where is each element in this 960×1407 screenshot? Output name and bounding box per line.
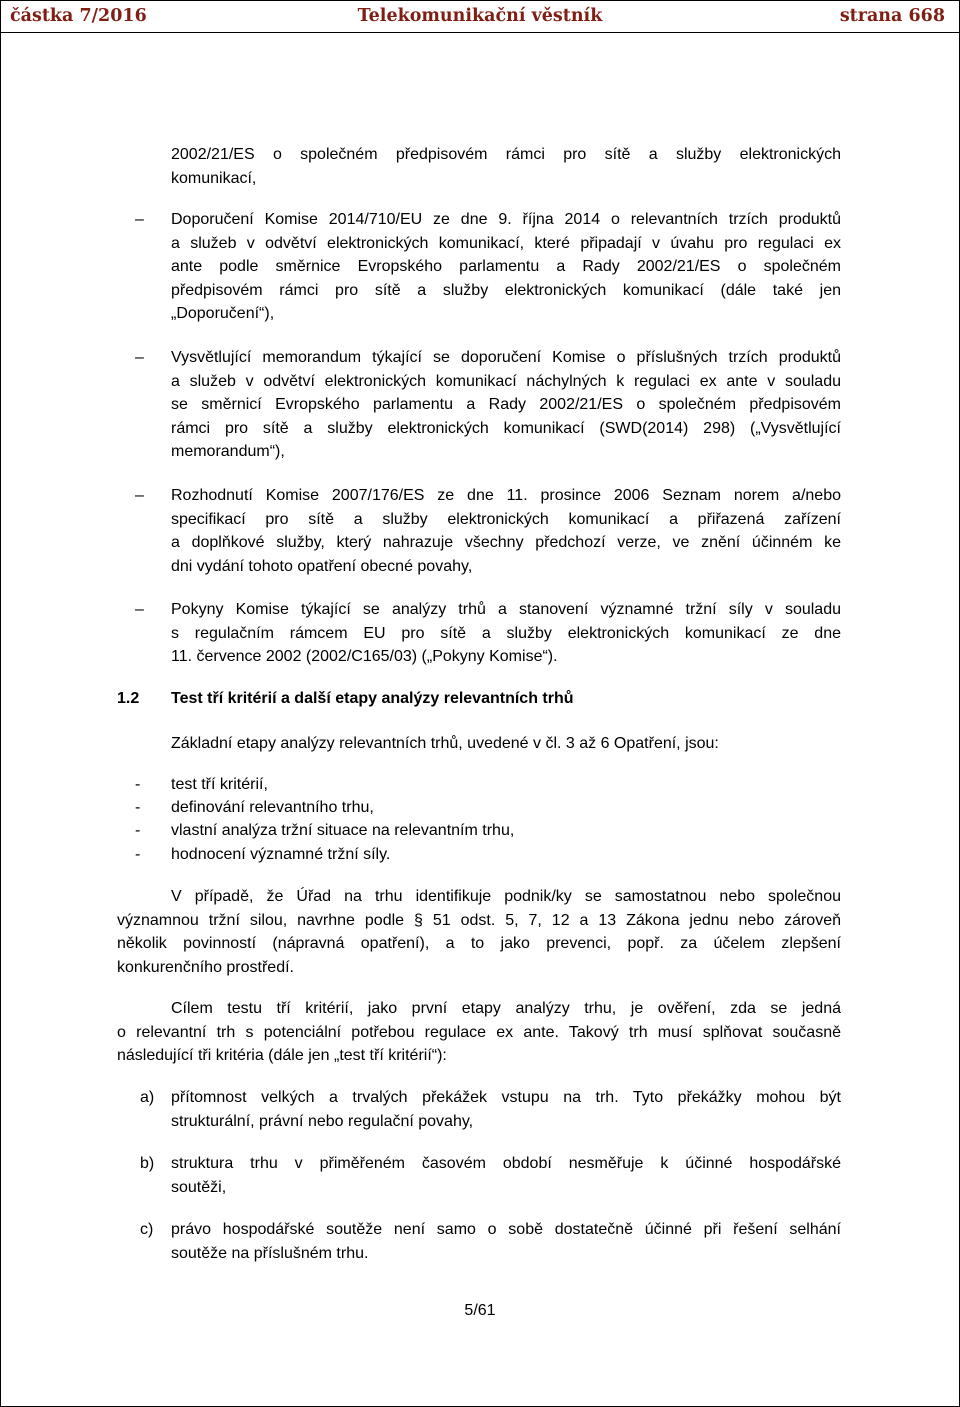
paragraph-remedies xyxy=(117,885,841,979)
list-item-decision xyxy=(171,484,841,578)
text-line: Rozhodnutí Komise 2007/176/ES ze dne 11. prosince 2006 Seznam norem a/nebo xyxy=(171,487,841,504)
step-item: definování relevantního trhu, xyxy=(171,799,374,816)
text-line: s regulačním rámcem EU pro sítě a služby elektronických komunikací ze dne xyxy=(171,624,841,642)
text-line: následující tři kritéria (dále jen „test tří kritérií“): xyxy=(117,1047,447,1064)
text-line: Pokyny Komise týkající se analýzy trhů a stanovení významné tržní síly v souladu xyxy=(171,601,841,618)
criterion-b xyxy=(171,1152,841,1199)
text-line: memorandum“), xyxy=(171,443,285,460)
text-line: významnou tržní silou, navrhne podle § 51 odst. 5, 7, 12 a 13 Zákona jednu nebo zároveň xyxy=(117,911,841,929)
text-line: 11. července 2002 (2002/C165/03) („Pokyny Komise“). xyxy=(171,648,558,665)
text-line: soutěže na příslušném trhu. xyxy=(171,1244,369,1262)
text-line: a služeb v odvětví elektronických komunikací, které připadají v úvahu pro regulaci ex xyxy=(171,234,841,252)
section-number: 1.2 xyxy=(117,690,140,707)
criterion-label: a) xyxy=(140,1089,155,1106)
page-number: 5/61 xyxy=(464,1302,496,1319)
text-line: rámci pro sítě a služby elektronických komunikací (SWD(2014) 298) („Vysvětlující xyxy=(171,419,841,437)
step-item: hodnocení významné tržní síly. xyxy=(171,846,391,863)
list-item-recommendation xyxy=(171,208,841,326)
list-dash: – xyxy=(135,487,144,504)
text-line: specifikací pro sítě a služby elektronických komunikací a přiřazená zařízení xyxy=(171,510,841,528)
text-line: a služeb v odvětví elektronických komunikací náchylných k regulaci ex ante v souladu xyxy=(171,372,841,390)
text-line: 2002/21/ES o společném předpisovém rámci pro sítě a služby elektronických xyxy=(171,146,841,163)
text-line: několik povinností (nápravná opatření), a to jako prevenci, popř. za účelem zlepšení xyxy=(117,935,841,952)
criterion-c xyxy=(171,1218,841,1265)
text-line: soutěži, xyxy=(171,1178,227,1196)
criterion-label: c) xyxy=(140,1221,154,1238)
intro-text: Základní etapy analýzy relevantních trhů, uvedené v čl. 3 až 6 Opatření, jsou: xyxy=(171,735,719,752)
text-line: přítomnost velkých a trvalých překážek vstupu na trh. Tyto překážky mohou být xyxy=(171,1089,841,1106)
text-line: ante podle směrnice Evropského parlamentu a Rady 2002/21/ES o společném xyxy=(171,258,841,275)
list-dash: – xyxy=(135,211,144,228)
text-line: o relevantní trh s potenciální potřebou regulace ex ante. Takový trh musí splňovat současně xyxy=(117,1023,841,1041)
text-line: předpisovém rámci pro sítě a služby elektronických komunikací (dále také jen xyxy=(171,281,841,299)
page-header xyxy=(1,1,959,33)
paragraph-three-criteria xyxy=(117,997,841,1068)
text-line: Vysvětlující memorandum týkající se doporučení Komise o příslušných trzích produktů xyxy=(171,349,841,366)
text-line: se směrnicí Evropského parlamentu a Rady 2002/21/ES o společném předpisovém xyxy=(171,396,841,413)
text-line: a doplňkové služby, který nahrazuje všechny předchozí verze, ve znění účinném ke xyxy=(171,534,841,551)
page-label: strana 668 xyxy=(839,6,945,26)
text-line: Doporučení Komise 2014/710/EU ze dne 9. října 2014 o relevantních trzích produktů xyxy=(171,211,841,228)
text-line: právo hospodářské soutěže není samo o sobě dostatečně účinné při řešení selhání xyxy=(171,1221,841,1238)
step-item: vlastní analýza tržní situace na relevantním trhu, xyxy=(171,822,515,839)
step-marker: - xyxy=(135,846,141,863)
criterion-a xyxy=(171,1086,841,1133)
criterion-label: b) xyxy=(140,1155,155,1172)
step-marker: - xyxy=(135,799,141,816)
text-line: konkurenčního prostředí. xyxy=(117,958,294,976)
issue-number: částka 7/2016 xyxy=(10,6,147,26)
step-item: test tří kritérií, xyxy=(171,776,268,793)
step-marker: - xyxy=(135,822,141,839)
list-item-memorandum xyxy=(171,346,841,464)
section-title: Test tří kritérií a další etapy analýzy relevantních trhů xyxy=(171,690,574,707)
list-item-continuation xyxy=(171,143,841,190)
text-line: V případě, že Úřad na trhu identifikuje podnik/ky se samostatnou nebo společnou xyxy=(171,888,841,905)
journal-title: Telekomunikační věstník xyxy=(357,6,603,26)
list-dash: – xyxy=(135,349,144,366)
text-line: strukturální, právní nebo regulační povahy, xyxy=(171,1112,474,1130)
list-dash: – xyxy=(135,601,144,618)
text-line: „Doporučení“), xyxy=(171,305,275,322)
list-item-guidelines xyxy=(171,598,841,669)
text-line: dni vydání tohoto opatření obecné povahy, xyxy=(171,557,473,575)
step-marker: - xyxy=(135,776,141,793)
text-line: Cílem testu tří kritérií, jako první etapy analýzy trhu, je ověření, zda se jedná xyxy=(171,1000,841,1017)
text-line: komunikací, xyxy=(171,169,257,187)
text-line: struktura trhu v přiměřeném časovém období nesměřuje k účinné hospodářské xyxy=(171,1155,841,1172)
